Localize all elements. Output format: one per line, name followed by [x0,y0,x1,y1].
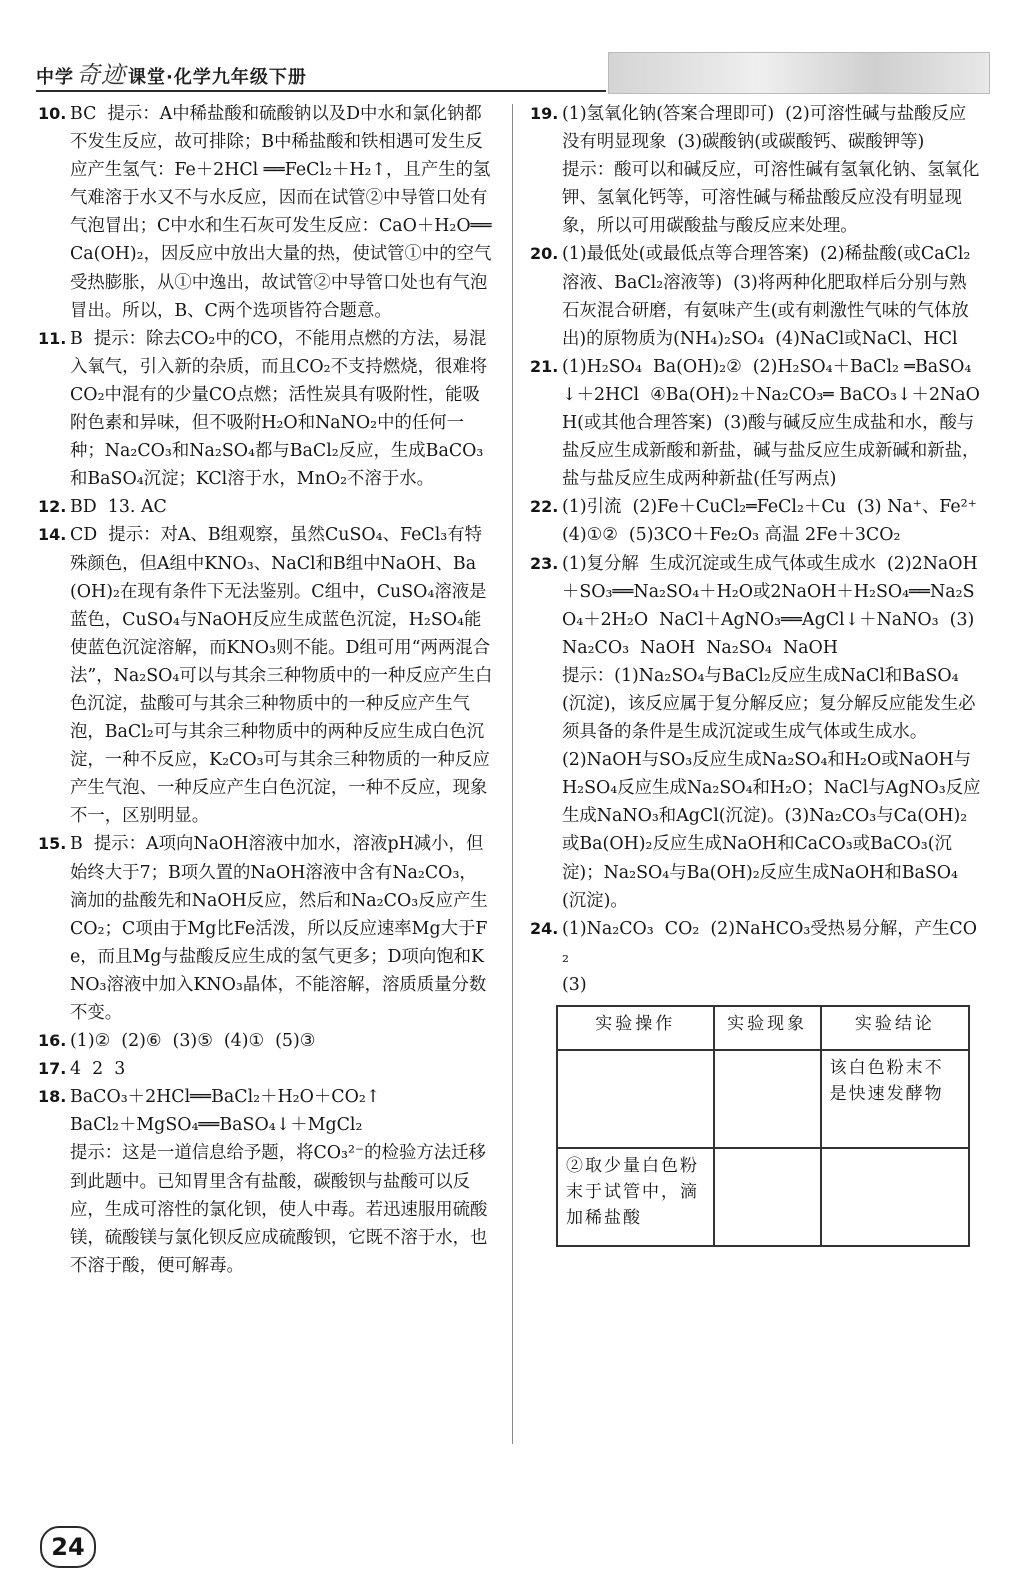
answer-item-14: 14. CD 提示：对A、B组观察，虽然CuSO₄、FeCl₃有特殊颜色，但A组中KNO₃、NaCl和B组中NaOH、Ba(OH)₂在现有条件下无法鉴别。C组中，CuSO₄溶液是蓝色，CuSO₄与NaOH反应生成蓝色沉淀，H₂SO₄能使蓝色沉淀溶解，而KNO₃则不能。D组可用“两两混合法”，Na₂SO₄可以与其余三种物质中的一种反应产生白色沉淀，盐酸可与其余三种物质中的一种反应产生气泡，BaCl₂可与其余三种物质中的两种反应生成白色沉淀，一种不反应，K₂CO₃可与其余三种物质的一种反应产生气泡、一种反应产生白色沉淀，一种不反应，现象不一，区别明显。 [38,525,493,827]
header-decoration [608,52,990,94]
table-cell: ②取少量白色粉末于试管中，滴加稀盐酸 [557,1148,714,1246]
header-rule [36,90,606,92]
left-column [38,100,493,1280]
answer-item-22: 22. (1)引流 (2)Fe＋CuCl₂═FeCl₂＋Cu (3) Na⁺、Fe²⁺ (4)①② (5)3CO＋Fe₂O₃ 高温 2Fe＋3CO₂ [530,497,988,546]
right-column [530,100,988,1247]
page-header [0,0,1024,100]
answer-item-18: 18. BaCO₃＋2HCl══BaCl₂＋H₂O＋CO₂↑ BaCl₂＋MgSO₄══BaSO₄↓＋MgCl₂ 提示：这是一道信息给予题，将CO₃²⁻的检验方法迁移到此题中。已知胃里含有盐酸，碳酸钡与盐酸可以反应，生成可溶性的氯化钡，使人中毒。若迅速服用硫酸镁，硫酸镁与氯化钡反应成硫酸钡，它既不溶于水，也不溶于酸，便可解毒。 [38,1087,488,1276]
answer-item-15: 15. B 提示：A项向NaOH溶液中加水，溶液pH减小，但始终大于7；B项久置的NaOH溶液中含有Na₂CO₃，滴加的盐酸先和NaOH反应，然后和Na₂CO₃反应产生CO₂；C项由于Mg比Fe活泼，所以反应速率Mg大于Fe，而且Mg与盐酸反应生成的氢气更多；D项向饱和KNO₃溶液中加入KNO₃晶体，不能溶解，溶质质量分数不变。 [38,834,488,1023]
table-header-row [557,1006,969,1050]
table-header-cell: 实验操作 [557,1006,714,1050]
answer-item-17: 17. 4 2 3 [38,1059,126,1080]
column-divider [512,104,513,1444]
table-header-cell: 实验现象 [714,1006,821,1050]
page-number: 24 [40,1526,96,1568]
table-cell [821,1148,969,1246]
answer-item-19: 19. (1)氢氧化钠(答案合理即可) (2)可溶性碱与盐酸反应没有明显现象 (3)碳酸钠(或碳酸钙、碳酸钾等) 提示：酸可以和碱反应，可溶性碱有氢氧化钠、氢氧化钾、氢氧化钙等，可溶性碱与稀盐酸反应没有明显现象，所以可用碳酸盐与酸反应来处理。 [530,104,980,237]
experiment-table [556,1005,970,1247]
answer-item-11: 11. B 提示：除去CO₂中的CO，不能用点燃的方法，易混入氧气，引入新的杂质，而且CO₂不支持燃烧，很难将CO₂中混有的少量CO点燃；活性炭具有吸附性，能吸附色素和异味，但不吸附H₂O和NaNO₂中的任何一种；Na₂CO₃和Na₂SO₄都与BaCl₂反应，生成BaCO₃和BaSO₄沉淀；KCl溶于水，MnO₂不溶于水。 [38,328,488,490]
answer-item-20: 20. (1)最低处(或最低点等合理答案) (2)稀盐酸(或CaCl₂溶液、BaCl₂溶液等) (3)将两种化肥取样后分别与熟石灰混合研磨，有氨味产生(或有刺激性气味的气体放出)的原物质为(NH₄)₂SO₄ (4)NaCl或NaCl、HCl [530,244,971,349]
table-cell [714,1148,821,1246]
answer-item-12: 12. BD 13. AC [38,497,167,518]
book-title: 中学奇迹 课堂·化学九年级下册 [36,61,307,89]
table-cell: 该白色粉末不是快速发酵物 [821,1050,969,1148]
answer-item-23: 23. (1)复分解 生成沉淀或生成气体或生成水 (2)2NaOH＋SO₃══Na₂SO₄＋H₂O或2NaOH＋H₂SO₄══Na₂SO₄＋2H₂O NaCl＋AgNO₃══AgCl↓＋NaNO₃ (3)Na₂CO₃ NaOH Na₂SO₄ NaOH 提示：(1)Na₂SO₄与BaCl₂反应生成NaCl和BaSO₄(沉淀)，该反应属于复分解反应；复分解反应能发生必须具备的条件是生成沉淀或生成气体或生成水。 (2)NaOH与SO₃反应生成Na₂SO₄和H₂O或NaOH与H₂SO₄反应生成Na₂SO₄和H₂O；NaCl与AgNO₃反应生成NaNO₃和AgCl(沉淀)。(3)Na₂CO₃与Ca(OH)₂或Ba(OH)₂反应生成NaOH和CaCO₃或BaCO₃(沉淀)；Na₂SO₄与Ba(OH)₂反应生成NaOH和BaSO₄(沉淀)。 [530,553,981,911]
brand-logo: 奇迹 [76,61,126,89]
table-header-cell: 实验结论 [821,1006,969,1050]
table-cell [714,1050,821,1148]
answer-item-16: 16. (1)② (2)⑥ (3)⑤ (4)① (5)③ [38,1031,316,1052]
table-row [557,1050,969,1148]
answer-item-10: 10. BC 提示：A中稀盐酸和硫酸钠以及D中水和氯化钠都不发生反应，故可排除；B中稀盐酸和铁相遇可发生反应产生氢气：Fe＋2HCl ══FeCl₂＋H₂↑，且产生的氢气难溶于水又不与水反应，因而在试管②中导管口处有气泡冒出；C中水和生石灰可发生反应：CaO＋H₂O══Ca(OH)₂，因反应中放出大量的热，使试管①中的空气受热膨胀，从①中逸出，故试管②中导管口处也有气泡冒出。所以，B、C两个选项皆符合题意。 [38,104,492,321]
table-cell [557,1050,714,1148]
table-row [557,1148,969,1246]
answer-item-21: 21. (1)H₂SO₄ Ba(OH)₂② (2)H₂SO₄＋BaCl₂ ═BaSO₄↓＋2HCl ④Ba(OH)₂＋Na₂CO₃═ BaCO₃↓＋2NaOH(或其他合理答案) (3)酸与碱反应生成盐和水，酸与盐反应生成新酸和新盐，碱与盐反应生成新碱和新盐，盐与盐反应生成两种新盐(任写两点) [530,356,980,490]
answer-item-24: 24. (1)Na₂CO₃ CO₂ (2)NaHCO₃受热易分解，产生CO₂ (3) [530,918,977,995]
